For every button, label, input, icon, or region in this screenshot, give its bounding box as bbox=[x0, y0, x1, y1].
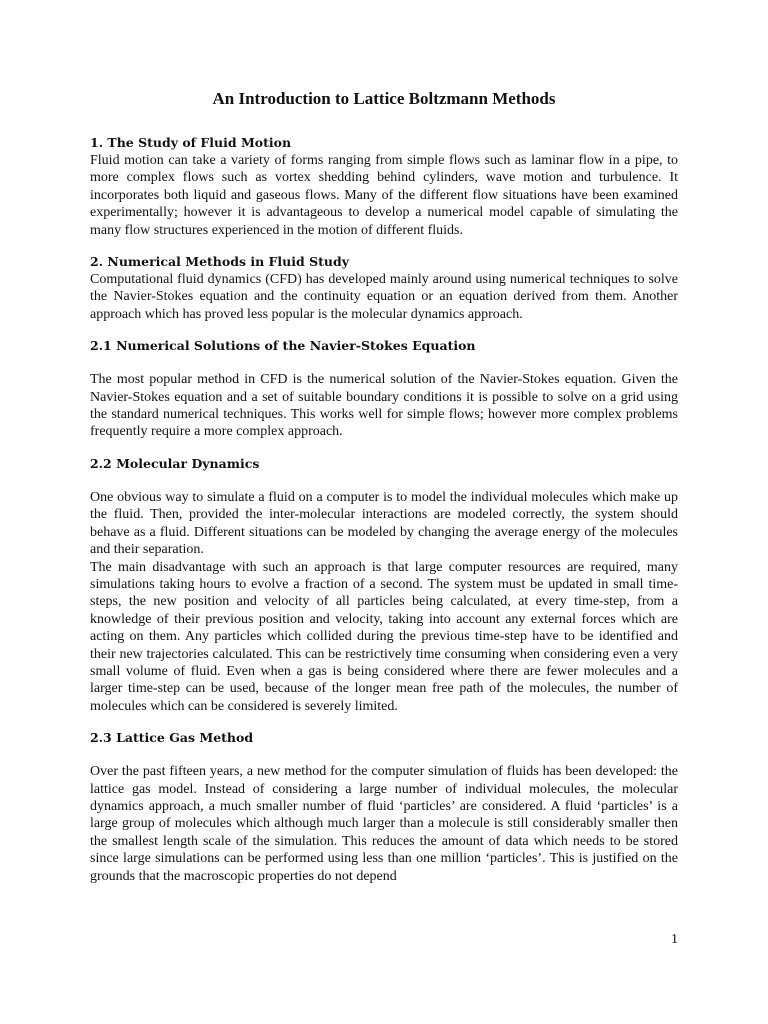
section-paragraph: Computational fluid dynamics (CFD) has developed mainly around using numerical techniques to solve the Navier-Stokes equation and the continuity equation or an equation derived from them. Another approach which has proved less popular is the molecular dynamics approach. bbox=[90, 272, 678, 322]
section-paragraph: One obvious way to simulate a fluid on a computer is to model the individual molecules which make up the fluid. Then, provided the inter-molecular interactions are modeled correctly, the system should behave as a fluid. Different situations can be modeled by changing the average energy of the molecules and their separation. bbox=[90, 489, 678, 558]
document-page bbox=[90, 88, 678, 885]
section-paragraph: The most popular method in CFD is the numerical solution of the Navier-Stokes equation. Given the Navier-Stokes equation and a set of suitable boundary conditions it is possible to solve on a grid using the standard numerical techniques. This works well for simple flows; however more complex problems frequently require a more complex approach. bbox=[90, 372, 678, 440]
page-number: 1 bbox=[671, 932, 678, 947]
section-paragraph: The main disadvantage with such an approach is that large computer resources are required, many simulations taking hours to evolve a fraction of a second. The system must be updated in small time-steps, the new position and velocity of all particles being calculated, at every time-step, from a knowledge of their previous position and velocity, taking into account any external forces which are acting on them. Any particles which collided during the previous time-step have to be identified and their new trajectories calculated. This can be restrictively time consuming when considering even a very small volume of fluid. Even when a gas is being considered where there are fewer molecules and a larger time-step can be used, because of the longer mean free path of the molecules, the number of molecules which can be considered is severely limited. bbox=[90, 559, 678, 714]
section-lattice-gas bbox=[90, 729, 678, 885]
section-heading: 2.1 Numerical Solutions of the Navier-Stokes Equation bbox=[90, 338, 476, 354]
document-title: An Introduction to Lattice Boltzmann Methods bbox=[212, 89, 556, 108]
section-heading: 2. Numerical Methods in Fluid Study bbox=[90, 254, 349, 270]
section-heading: 1. The Study of Fluid Motion bbox=[90, 135, 292, 150]
section-heading: 2.2 Molecular Dynamics bbox=[90, 455, 260, 471]
section-navier-stokes bbox=[90, 337, 678, 441]
section-numerical-methods bbox=[90, 253, 678, 323]
section-paragraph: Over the past fifteen years, a new method for the computer simulation of fluids has been developed: the lattice gas model. Instead of considering a large number of individual molecules, the molecular dynamics approach, a much smaller number of fluid ‘particles’ are considered. A fluid ‘particles’ is a large group of molecules which although much larger than a molecule is still considerably smaller then the smallest length scale of the simulation. This reduces the amount of data which needs to be stored since large simulations can be performed using less than one million ‘particles’. This is justified on the grounds that the macroscopic properties do not depend bbox=[90, 764, 678, 884]
section-molecular-dynamics bbox=[90, 455, 678, 715]
section-fluid-motion bbox=[90, 134, 678, 239]
section-heading: 2.3 Lattice Gas Method bbox=[90, 730, 254, 746]
section-paragraph: Fluid motion can take a variety of forms ranging from simple flows such as laminar flow in a pipe, to more complex flows such as vortex shedding behind cylinders, wave motion and turbulence. It incorporates both liquid and gaseous flows. Many of the different flow situations have been examined experimentally; however it is advantageous to develop a numerical model capable of simulating the many flow structures experienced in the motion of different fluids. bbox=[90, 153, 678, 238]
